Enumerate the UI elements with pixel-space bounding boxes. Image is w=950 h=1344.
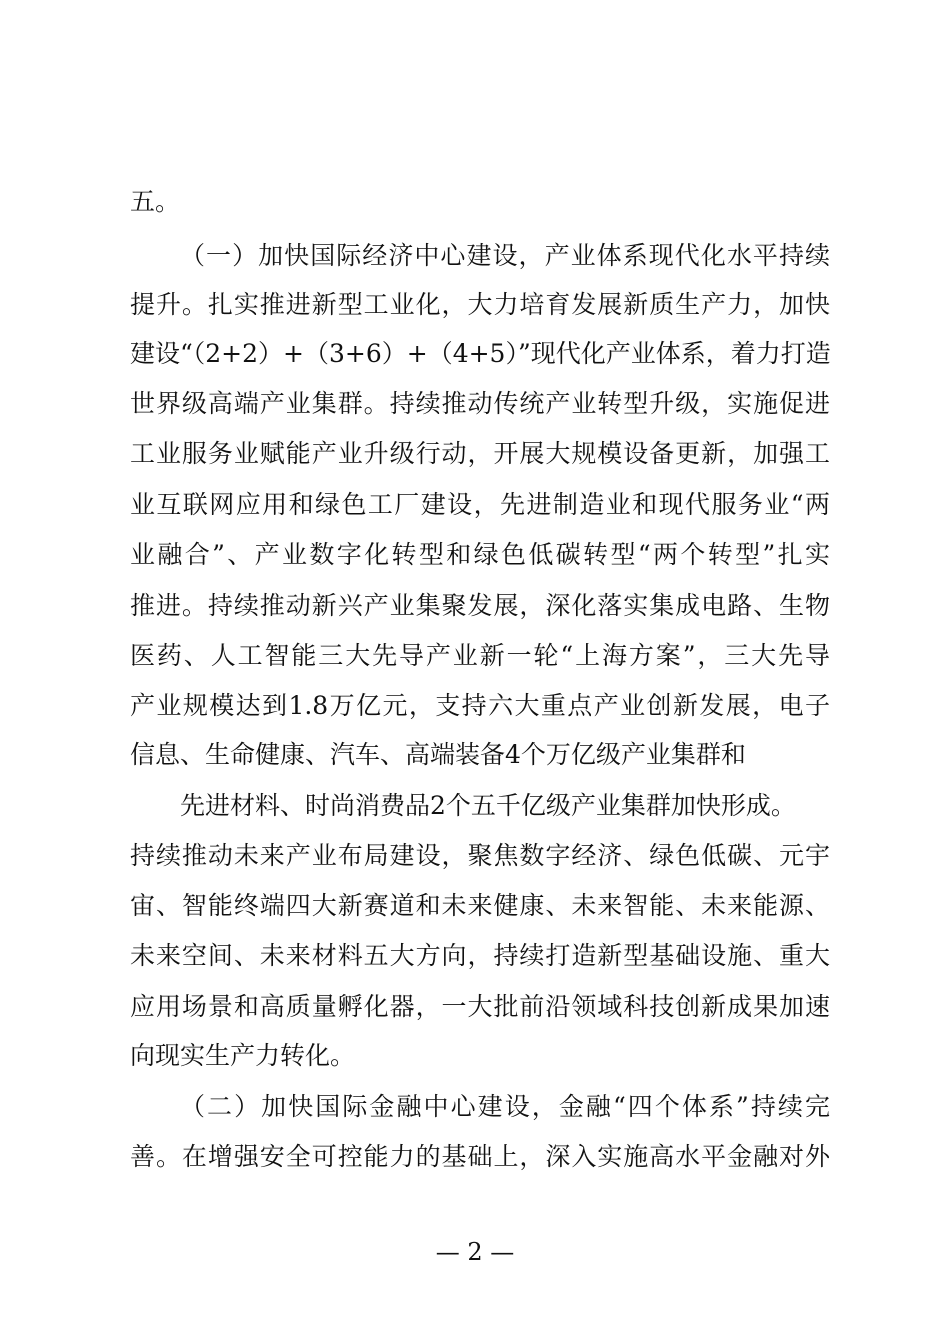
text-line: 先进材料、时尚消费品2个五千亿级产业集群加快形成。 (180, 791, 796, 820)
text-line: 业互联网应用和绿色工厂建设，先进制造业和现代服务业“两 (130, 490, 830, 519)
text-line: 善。在增强安全可控能力的基础上，深入实施高水平金融对外 (130, 1142, 830, 1171)
text-line: 产业规模达到1.8万亿元，支持六大重点产业创新发展，电子 (130, 691, 830, 720)
text-line: 业融合”、产业数字化转型和绿色低碳转型“两个转型”扎实 (130, 540, 830, 569)
text-line: 持续推动未来产业布局建设，聚焦数字经济、绿色低碳、元宇 (130, 841, 830, 870)
text-line: 五。 (130, 187, 181, 216)
text-line: 医药、人工智能三大先导产业新一轮“上海方案”，三大先导 (130, 641, 830, 670)
text-line: 信息、生命健康、汽车、高端装备4个万亿级产业集群和 (130, 740, 746, 769)
text-line: 世界级高端产业集群。持续推动传统产业转型升级，实施促进 (130, 389, 830, 418)
text-line: 工业服务业赋能产业升级行动，开展大规模设备更新，加强工 (130, 439, 830, 468)
text-line: 推进。持续推动新兴产业集聚发展，深化落实集成电路、生物 (130, 591, 830, 620)
text-line: 向现实生产力转化。 (130, 1041, 356, 1070)
text-line: 提升。扎实推进新型工业化，大力培育发展新质生产力，加快 (130, 290, 830, 319)
text-line: 建设“（2+2）+（3+6）+（4+5）”现代化产业体系，着力打造 (130, 339, 831, 368)
page-number: — 2 — (435, 1238, 515, 1266)
paragraph-heading-1: （一）加快国际经济中心建设，产业体系现代化水平持续 (180, 241, 830, 270)
text-line: 宙、智能终端四大新赛道和未来健康、未来智能、未来能源、 (130, 891, 830, 920)
text-line: 未来空间、未来材料五大方向，持续打造新型基础设施、重大 (130, 941, 830, 970)
paragraph-heading-2: （二）加快国际金融中心建设，金融“四个体系”持续完 (180, 1092, 830, 1121)
text-line: 应用场景和高质量孵化器，一大批前沿领域科技创新成果加速 (130, 992, 830, 1021)
